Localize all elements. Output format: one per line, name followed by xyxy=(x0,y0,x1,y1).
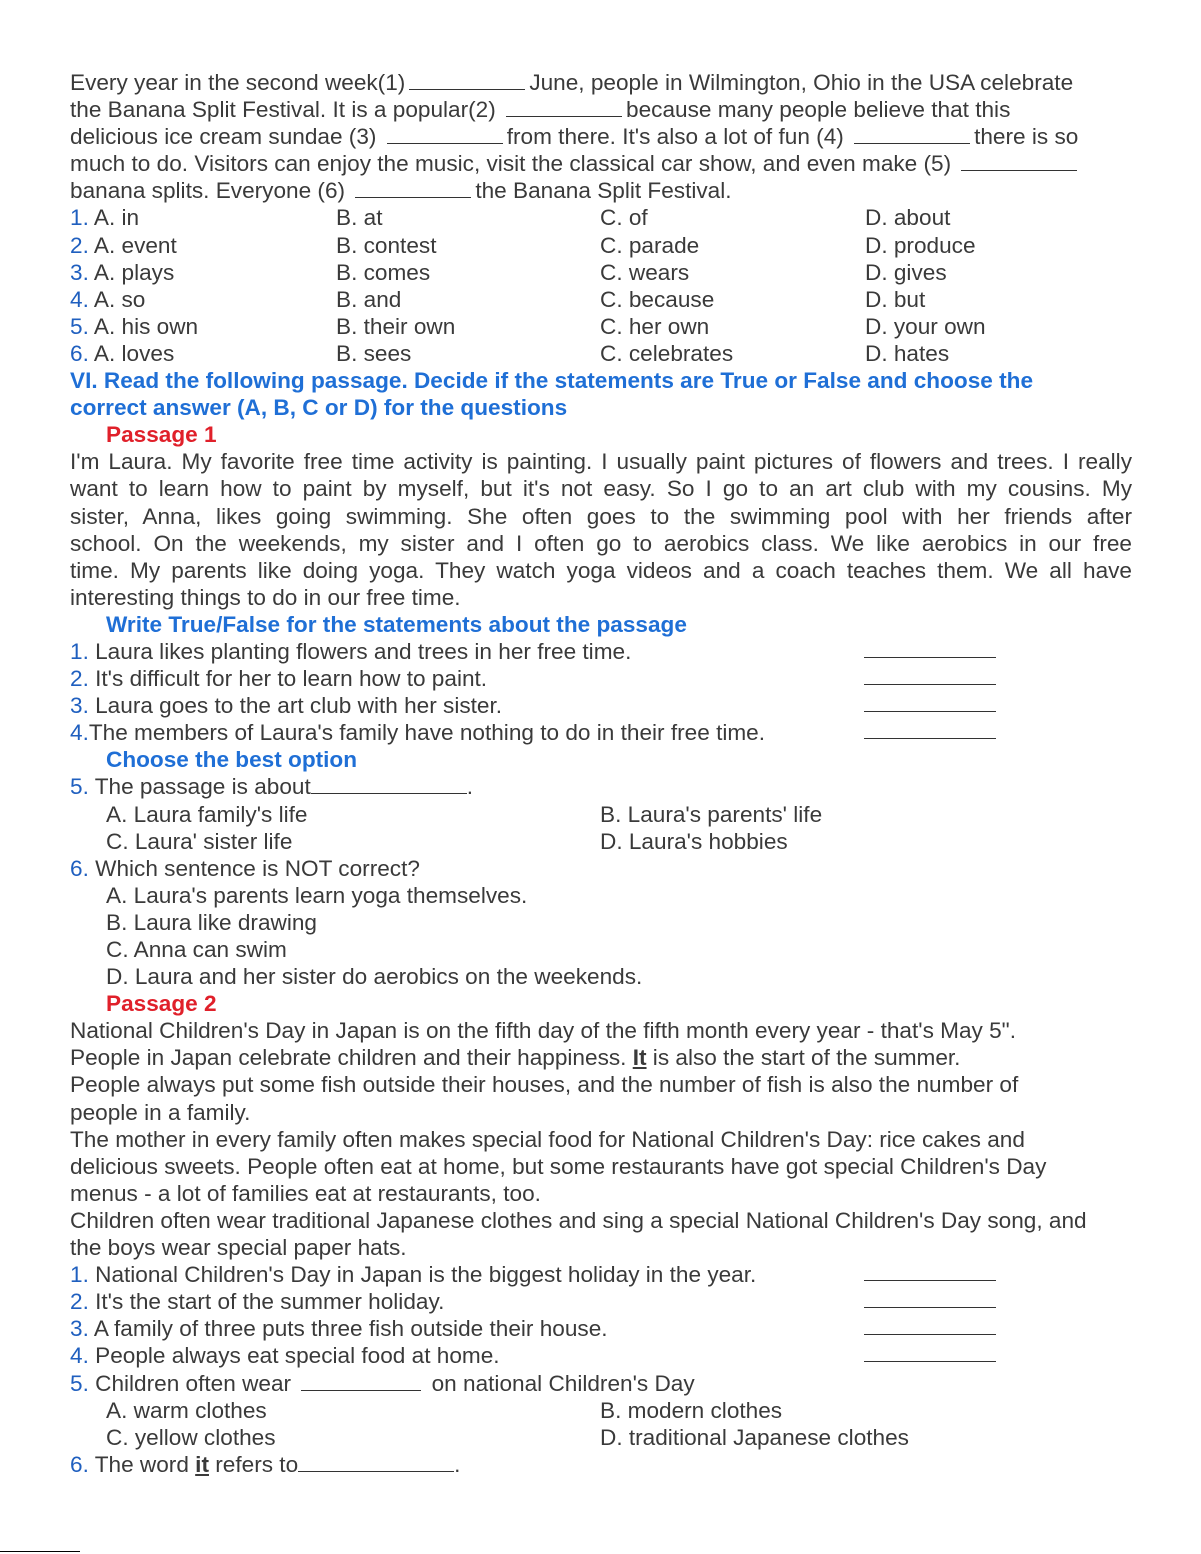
passage-2-heading: Passage 2 xyxy=(106,991,217,1017)
option-row xyxy=(70,1397,1132,1424)
answer-blank[interactable] xyxy=(864,1261,996,1281)
question-number: 6. xyxy=(70,340,89,366)
statement-item xyxy=(70,719,1132,746)
answer-blank-1[interactable] xyxy=(409,71,525,90)
option-b[interactable]: B. contest xyxy=(336,232,437,258)
option-b[interactable]: B. modern clothes xyxy=(600,1397,783,1423)
option-a[interactable]: A. plays xyxy=(93,259,175,285)
option-a[interactable]: A. loves xyxy=(93,340,175,366)
option-b[interactable]: B. Laura's parents' life xyxy=(600,801,823,827)
statement-text: It's difficult for her to learn how to paint. xyxy=(88,666,488,692)
cloze-line-1 xyxy=(70,69,1132,96)
question-number: 5. xyxy=(70,1370,89,1396)
answer-blank[interactable] xyxy=(311,775,467,794)
option-c[interactable]: C. Laura' sister life xyxy=(106,828,293,854)
question-item xyxy=(70,855,1132,882)
answer-blank[interactable] xyxy=(864,1342,996,1362)
question-number: 4. xyxy=(70,1343,89,1369)
option-row xyxy=(70,313,1132,340)
statement-text: National Children's Day in Japan is the biggest holiday in the year. xyxy=(88,1262,757,1288)
cloze-line-4 xyxy=(70,150,1132,177)
option-b[interactable]: B. comes xyxy=(336,259,431,285)
passage-text: interesting things to do in our free time. xyxy=(70,584,461,610)
option-c[interactable]: C. celebrates xyxy=(600,340,734,366)
option-row xyxy=(70,286,1132,313)
question-number: 2. xyxy=(70,232,89,258)
multiple-choice-heading: Choose the best option xyxy=(106,747,358,773)
cloze-text: delicious ice cream sundae (3) xyxy=(70,124,377,150)
option-d[interactable]: D. hates xyxy=(865,340,950,366)
option-d[interactable]: D. traditional Japanese clothes xyxy=(600,1424,909,1450)
passage-text: the boys wear special paper hats. xyxy=(70,1235,407,1261)
passage-1-heading: Passage 1 xyxy=(106,422,217,448)
answer-blank-4[interactable] xyxy=(854,125,970,144)
question-number: 1. xyxy=(70,1262,89,1288)
statement-text: A family of three puts three fish outside their house. xyxy=(88,1316,608,1342)
question-number: 4. xyxy=(70,286,89,312)
question-number: 1. xyxy=(70,638,89,664)
cloze-text: because many people believe that this xyxy=(626,97,1011,123)
option-row xyxy=(70,828,1132,855)
question-number: 6. xyxy=(70,1451,89,1477)
passage-text-part: is also the start of the summer. xyxy=(646,1045,961,1071)
option-c[interactable]: C. parade xyxy=(600,232,700,258)
question-text: Which sentence is NOT correct? xyxy=(88,855,420,881)
option-a[interactable]: A. so xyxy=(93,286,146,312)
answer-blank[interactable] xyxy=(301,1372,421,1391)
statement-item xyxy=(70,638,1132,665)
question-number: 6. xyxy=(70,855,89,881)
statement-text: Laura goes to the art club with her sister. xyxy=(88,693,503,719)
passage-text: time. My parents like doing yoga. They watch yoga videos and a coach teaches them. We all have xyxy=(70,557,1132,583)
cloze-text: there is so xyxy=(974,124,1079,150)
passage-text: People always put some fish outside their houses, and the number of fish is also the number of xyxy=(70,1072,1019,1098)
option-a[interactable]: A. his own xyxy=(93,313,199,339)
question-text: The word xyxy=(88,1451,196,1477)
cloze-text: the Banana Split Festival. xyxy=(475,178,732,204)
passage-text: I'm Laura. My favorite free time activity is painting. I usually paint pictures of flowers and trees. I really xyxy=(70,449,1132,475)
passage-text: want to learn how to paint by myself, but it's not easy. So I go to an art club with my cousins. My xyxy=(70,476,1132,502)
option-d[interactable]: D. your own xyxy=(865,313,986,339)
question-item xyxy=(70,1370,1132,1397)
statement-item xyxy=(70,1315,1132,1342)
statement-item xyxy=(70,692,1132,719)
question-text: on national Children's Day xyxy=(431,1370,695,1396)
passage-text xyxy=(70,1044,1132,1071)
statement-text: Laura likes planting flowers and trees in her free time. xyxy=(88,638,632,664)
option-d[interactable]: D. Laura and her sister do aerobics on the weekends. xyxy=(106,964,643,990)
cloze-text: June, people in Wilmington, Ohio in the USA celebrate xyxy=(529,70,1074,95)
option-d[interactable]: D. Laura's hobbies xyxy=(600,828,788,854)
passage-text: school. On the weekends, my sister and I often go to aerobics class. We like aerobics in our free xyxy=(70,530,1132,556)
statement-item xyxy=(70,1342,1132,1369)
cloze-line-5 xyxy=(70,177,1132,204)
cloze-text: much to do. Visitors can enjoy the music, visit the classical car show, and even make (5) xyxy=(70,151,952,177)
option-a[interactable]: A. in xyxy=(93,205,140,231)
answer-blank[interactable] xyxy=(864,1288,996,1308)
question-number: 5. xyxy=(70,313,89,339)
option-b[interactable]: B. Laura like drawing xyxy=(106,909,317,935)
option-b[interactable]: B. at xyxy=(336,205,383,231)
underlined-word: it xyxy=(195,1451,209,1477)
true-false-heading: Write True/False for the statements about the passage xyxy=(106,611,687,637)
option-row xyxy=(70,232,1132,259)
answer-blank[interactable] xyxy=(864,1315,996,1335)
underlined-word: It xyxy=(632,1045,647,1071)
question-text: The passage is about xyxy=(88,774,311,800)
passage-text: sister, Anna, likes going swimming. She often goes to the swimming pool with her friends after xyxy=(70,503,1132,529)
answer-blank[interactable] xyxy=(864,719,996,739)
cloze-text: from there. It's also a lot of fun (4) xyxy=(506,124,844,150)
passage-text: people in a family. xyxy=(70,1099,251,1125)
option-row xyxy=(70,1424,1132,1451)
option-a[interactable]: A. Laura family's life xyxy=(106,801,308,827)
statement-text: The members of Laura's family have nothing to do in their free time. xyxy=(88,720,766,746)
question-item xyxy=(70,773,1132,800)
cloze-text: the Banana Split Festival. It is a popular(2) xyxy=(70,97,496,123)
option-a[interactable]: A. Laura's parents learn yoga themselves. xyxy=(106,882,528,908)
cloze-text: Every year in the second week(1) xyxy=(70,70,406,95)
option-c[interactable]: C. her own xyxy=(600,313,710,339)
answer-blank[interactable] xyxy=(864,638,996,658)
option-row xyxy=(70,259,1132,286)
option-d[interactable]: D. about xyxy=(865,205,951,231)
section-heading-cont: correct answer (A, B, C or D) for the questions xyxy=(70,395,568,421)
option-a[interactable]: A. event xyxy=(93,232,177,258)
option-d[interactable]: D. gives xyxy=(865,259,947,285)
question-number: 2. xyxy=(70,1289,89,1315)
question-number: 3. xyxy=(70,259,89,285)
worksheet-page xyxy=(70,69,1132,1478)
footnote-separator xyxy=(0,1551,80,1552)
passage-text: The mother in every family often makes special food for National Children's Day: rice cakes and xyxy=(70,1126,1025,1152)
option-c[interactable]: C. Anna can swim xyxy=(106,937,287,962)
answer-blank[interactable] xyxy=(864,692,996,712)
question-text: refers to xyxy=(208,1451,299,1477)
statement-item xyxy=(70,1288,1132,1315)
option-d[interactable]: D. produce xyxy=(865,232,976,258)
passage-text-part: People in Japan celebrate children and their happiness. xyxy=(70,1045,633,1071)
option-row xyxy=(70,801,1132,828)
question-text: . xyxy=(466,774,474,800)
question-item xyxy=(70,1451,1132,1478)
answer-blank-6[interactable] xyxy=(355,179,471,198)
answer-blank-3[interactable] xyxy=(387,125,503,144)
question-text: . xyxy=(454,1451,461,1477)
answer-blank-2[interactable] xyxy=(506,98,622,117)
option-b[interactable]: B. sees xyxy=(336,340,412,366)
statement-item xyxy=(70,665,1132,692)
statement-text: It's the start of the summer holiday. xyxy=(88,1289,445,1315)
passage-text: National Children's Day in Japan is on the fifth day of the fifth month every year - that's May 5". xyxy=(70,1018,1016,1044)
answer-blank[interactable] xyxy=(298,1453,454,1472)
cloze-line-3 xyxy=(70,123,1132,150)
cloze-text: banana splits. Everyone (6) xyxy=(70,178,346,204)
statement-text: People always eat special food at home. xyxy=(88,1343,500,1369)
option-c[interactable]: C. wears xyxy=(600,259,690,285)
answer-blank[interactable] xyxy=(864,665,996,685)
option-b[interactable]: B. their own xyxy=(336,313,456,339)
cloze-line-2 xyxy=(70,96,1132,123)
statement-item xyxy=(70,1261,1132,1288)
option-b[interactable]: B. and xyxy=(336,286,402,312)
question-number: 2. xyxy=(70,666,89,692)
section-heading: VI. Read the following passage. Decide if the statements are True or False and choose the xyxy=(70,368,1034,394)
passage-text: menus - a lot of families eat at restaurants, too. xyxy=(70,1180,541,1206)
option-row xyxy=(70,204,1132,231)
question-number: 1. xyxy=(70,205,89,231)
passage-text: Children often wear traditional Japanese clothes and sing a special National Children's Day song, and xyxy=(70,1207,1087,1233)
question-text: Children often wear xyxy=(88,1370,292,1396)
option-a[interactable]: A. warm clothes xyxy=(106,1397,267,1423)
answer-blank-5[interactable] xyxy=(961,152,1077,171)
question-number: 4. xyxy=(70,720,89,746)
question-number: 5. xyxy=(70,774,89,800)
option-row xyxy=(70,340,1132,367)
option-d[interactable]: D. but xyxy=(865,286,926,312)
question-number: 3. xyxy=(70,1316,89,1342)
passage-text: delicious sweets. People often eat at home, but some restaurants have got special Children's Day xyxy=(70,1153,1047,1179)
option-c[interactable]: C. yellow clothes xyxy=(106,1424,276,1450)
option-c[interactable]: C. because xyxy=(600,286,715,312)
question-number: 3. xyxy=(70,693,89,719)
option-c[interactable]: C. of xyxy=(600,205,648,231)
